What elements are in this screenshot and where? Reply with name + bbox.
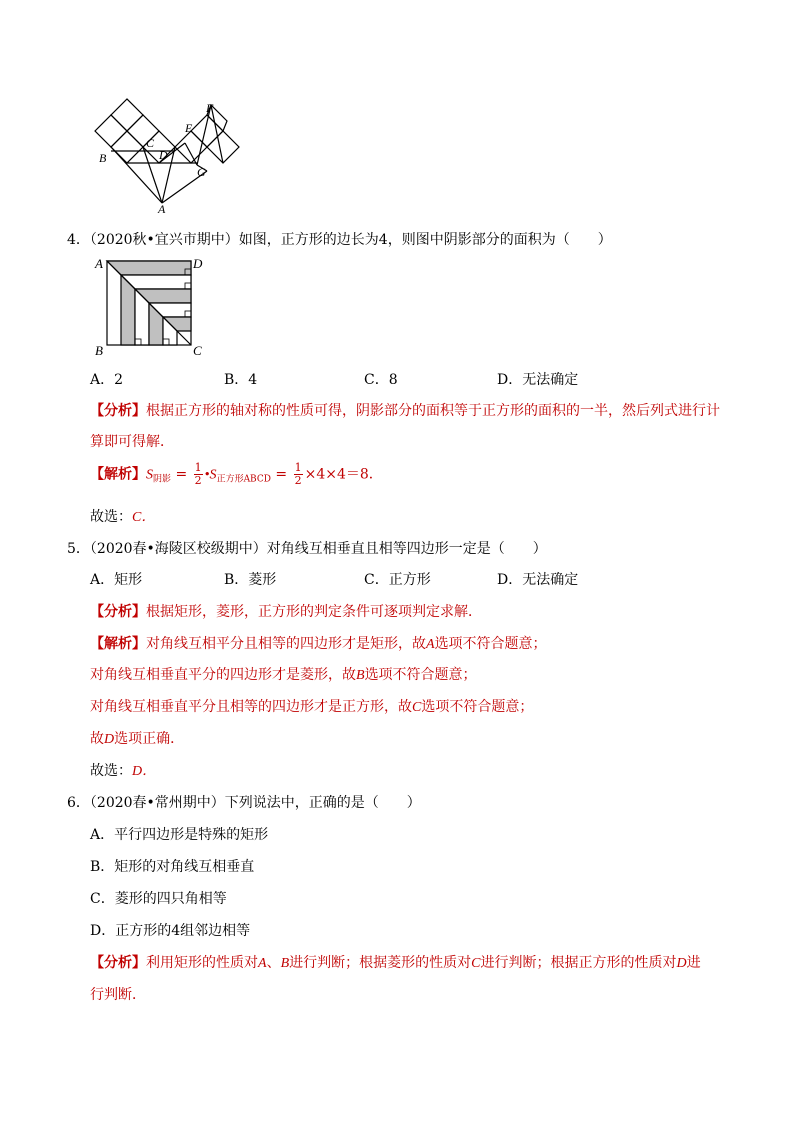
q6-an-p4: 进行判断；根据正方形的性质对 <box>480 955 677 971</box>
q4-sol-eq: = <box>171 466 192 483</box>
q5-option-d[interactable]: D．无法确定 <box>497 572 579 588</box>
q6-option-d[interactable]: D．正方形的4组邻边相等 <box>90 923 251 939</box>
q4-answer-line <box>90 506 155 526</box>
q5-option-c[interactable]: C．正方形 <box>364 572 431 588</box>
q5-solution-line3 <box>90 696 533 716</box>
q6-analysis-line2: 行判断． <box>90 987 146 1003</box>
fig2-label-c: C <box>193 343 202 358</box>
q5-sol1-pre: 对角线互相平分且相等的四边形才是矩形，故 <box>146 636 426 652</box>
q5-sol2-post: 选项不符合题意； <box>364 667 477 683</box>
fig2-label-b: B <box>95 343 103 358</box>
fig2-label-a: A <box>95 256 103 271</box>
q5-sol3-post: 选项不符合题意； <box>421 699 534 715</box>
q6-option-b[interactable]: B．矩形的对角线互相垂直 <box>90 859 255 875</box>
q4-sol-frac1 <box>194 462 203 487</box>
q4-option-a[interactable]: A．2 <box>90 372 124 388</box>
q5-option-b[interactable]: B．菱形 <box>224 572 277 588</box>
q5-sol2-var: B <box>356 668 365 683</box>
q5-sol4-var: D <box>104 732 115 747</box>
q4-option-d[interactable]: D．无法确定 <box>497 372 579 388</box>
q5-solution-line1 <box>90 633 547 653</box>
q5-answer-prefix: 故选： <box>90 763 132 779</box>
q4-solution-tag: 【解析】 <box>90 466 146 483</box>
q4-analysis-line2: 算即可得解． <box>90 434 174 450</box>
fig1-label-f: F <box>206 101 214 115</box>
q4-sol-sub2: 正方形ABCD <box>216 474 271 485</box>
fig1-label-g: G <box>197 165 206 179</box>
fig2-label-d: D <box>193 256 203 271</box>
q4-analysis-tag: 【分析】 <box>90 403 146 419</box>
q4-answer-prefix: 故选： <box>90 509 132 525</box>
q4-sol-dot: •S <box>204 467 217 483</box>
q5-sol1-var: A <box>426 637 435 652</box>
q6-analysis-tag: 【分析】 <box>90 955 146 971</box>
q5-option-a[interactable]: A．矩形 <box>90 572 143 588</box>
q5-analysis-line <box>90 601 482 621</box>
q6-an-v4: D <box>676 956 687 971</box>
q4-stem: 4．（2020秋•宜兴市期中）如图，正方形的边长为4，则图中阴影部分的面积为（ ） <box>67 232 612 248</box>
q5-solution-tag: 【解析】 <box>90 636 146 652</box>
q4-sol-s: S <box>146 467 153 483</box>
q5-analysis-text: 根据矩形，菱形，正方形的判定条件可逐项判定求解． <box>146 604 482 620</box>
q5-sol3-pre: 对角线互相垂直平分且相等的四边形才是正方形，故 <box>90 699 412 715</box>
q6-an-p2: 、 <box>266 955 281 971</box>
q6-an-p3: 进行判断；根据菱形的性质对 <box>289 955 472 971</box>
fig1-label-c: C <box>146 136 155 150</box>
q5-sol3-var: C <box>412 700 422 715</box>
fig1-label-d: D <box>159 148 168 162</box>
figure-shaded-square <box>105 258 195 350</box>
q5-answer-line <box>90 760 156 780</box>
q5-analysis-tag: 【分析】 <box>90 604 146 620</box>
q5-solution-line2 <box>90 664 477 684</box>
q4-sol-frac1-num: 1 <box>194 461 202 474</box>
fig1-label-e: E <box>185 121 193 135</box>
q6-an-p5: 进 <box>686 955 701 971</box>
q4-sol-sub1: 阴影 <box>153 474 172 485</box>
q5-sol4-post: 选项正确． <box>114 731 185 747</box>
q4-sol-eq2: = <box>270 466 292 483</box>
q4-answer: C． <box>132 510 156 525</box>
q6-an-p1: 利用矩形的性质对 <box>146 955 258 971</box>
q4-option-c[interactable]: C．8 <box>364 372 398 388</box>
q4-analysis-text: 根据正方形的轴对称的性质可得，阴影部分的面积等于正方形的面积的一半，然后列式进行计 <box>146 403 720 419</box>
q4-analysis-line1 <box>90 400 720 420</box>
q4-sol-frac2-num: 1 <box>294 461 302 474</box>
q5-stem: 5．（2020春•海陵区校级期中）对角线互相垂直且相等四边形一定是（ ） <box>67 541 547 557</box>
q4-sol-frac2-den: 2 <box>294 474 302 487</box>
q4-sol-frac2 <box>294 462 303 487</box>
q5-sol1-post: 选项不符合题意； <box>434 636 547 652</box>
q6-an-v3: C <box>471 956 481 971</box>
q6-an-v2: B <box>280 956 290 971</box>
q6-option-a[interactable]: A．平行四边形是特殊的矩形 <box>90 827 269 843</box>
q6-an-v1: A <box>258 956 267 971</box>
q6-stem: 6．（2020春•常州期中）下列说法中，正确的是（ ） <box>67 795 421 811</box>
q5-solution-line4 <box>90 728 184 748</box>
q5-sol4-pre: 故 <box>90 731 104 747</box>
q4-option-b[interactable]: B．4 <box>224 372 258 388</box>
q5-answer: D． <box>132 764 157 779</box>
q4-solution-line <box>90 462 383 487</box>
fig1-label-a: A <box>158 202 166 216</box>
q4-sol-frac1-den: 2 <box>194 474 202 487</box>
fig1-label-b: B <box>99 151 107 165</box>
q5-sol2-pre: 对角线互相垂直平分的四边形才是菱形，故 <box>90 667 356 683</box>
q6-option-c[interactable]: C．菱形的四只角相等 <box>90 891 227 907</box>
q6-analysis-line1 <box>90 952 701 972</box>
q4-sol-tail: ×4×4＝8． <box>304 466 383 483</box>
